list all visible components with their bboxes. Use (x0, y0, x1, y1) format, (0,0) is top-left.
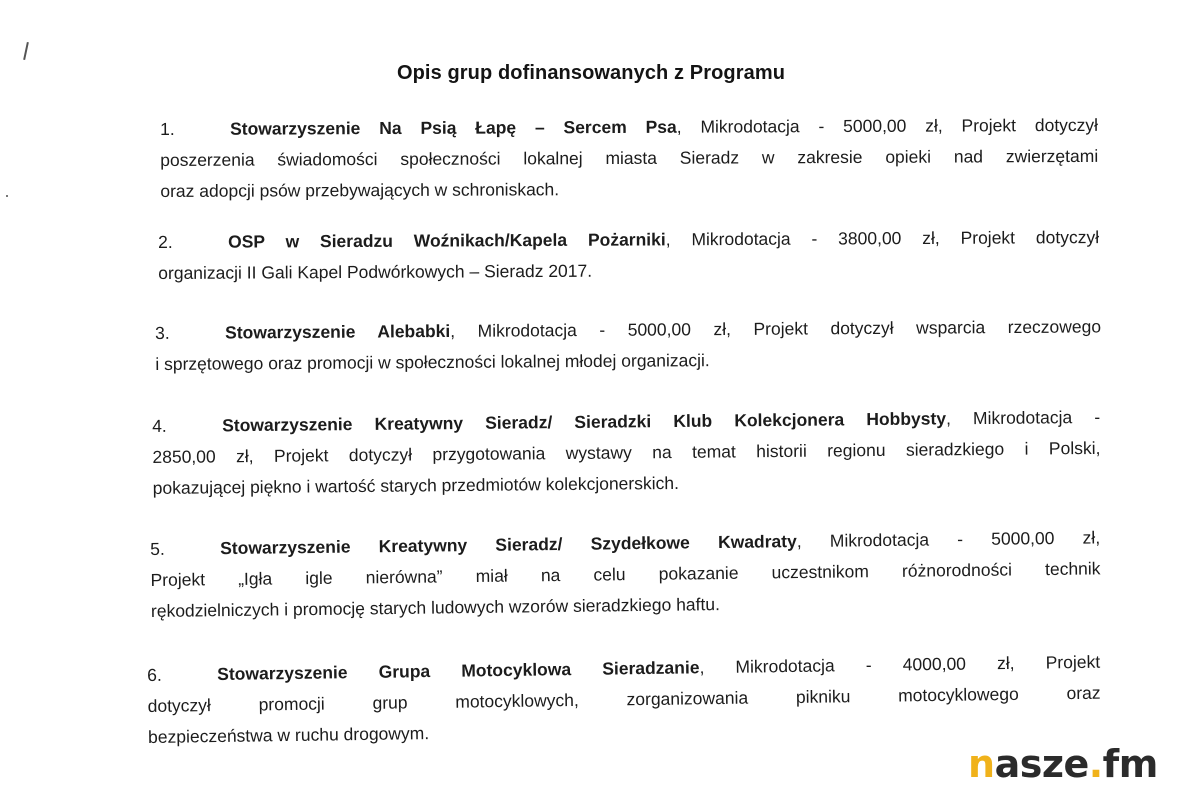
grant-details: , Mikrodotacja - 4000,00 zł, Projekt (699, 651, 1101, 678)
grant-details: , Mikrodotacja - 5000,00 zł, Projekt dotyczył wsparcia rzeczowego (450, 316, 1102, 341)
organization-name: OSP w Sieradzu Woźnikach/Kapela Pożarniki (228, 229, 666, 252)
grant-details: , Mikrodotacja - 3800,00 zł, Projekt dotyczył (665, 227, 1100, 250)
item-number: 2. (158, 231, 173, 252)
grant-details: , Mikrodotacja - 5000,00 zł, Projekt dotyczył (676, 114, 1099, 137)
grant-item-4 (152, 402, 1101, 504)
grant-item-3-line-1 (155, 311, 1101, 349)
grant-item-6 (147, 647, 1101, 753)
grant-item-6-line-2: dotyczył promocji grup motocyklowych, zorganizowania pikniku motocyklowego oraz (147, 682, 1101, 716)
grant-item-5 (150, 522, 1101, 627)
item-number: 3. (155, 322, 170, 343)
logo-text-asze: asze (994, 742, 1089, 786)
organization-name: Stowarzyszenie Na Psią Łapę – Sercem Psa (230, 116, 677, 139)
grant-item-6-line-3: bezpieczeństwa w ruchu drogowym. (147, 723, 430, 747)
item-number: 1. (160, 118, 175, 139)
grant-item-1 (160, 110, 1098, 207)
item-number: 4. (152, 415, 167, 436)
nasze-fm-logo (968, 738, 1158, 790)
organization-name: Stowarzyszenie Kreatywny Sieradz/ Szydełkowe Kwadraty (220, 531, 797, 559)
grant-item-4-line-2: 2850,00 zł, Projekt dotyczył przygotowania wystawy na temat historii regionu sieradzkiego i Polski, (152, 437, 1101, 467)
grant-item-3-line-2: i sprzętowego oraz promocji w społeczności lokalnej młodej organizacji. (155, 350, 710, 374)
grant-item-5-line-3: rękodzielniczych i promocję starych ludowych wzorów sieradzkiego haftu. (150, 594, 721, 621)
grant-details: , Mikrodotacja - 5000,00 zł, (796, 527, 1101, 552)
grant-item-2-line-2: organizacji II Gali Kapel Podwórkowych – Sieradz 2017. (158, 260, 593, 283)
grant-item-5-line-2: Projekt „Igła igle nierówna” miał na celu pokazanie uczestnikom różnorodności technik (150, 558, 1101, 590)
item-number: 6. (147, 664, 162, 685)
logo-dot: . (1088, 742, 1103, 786)
grant-item-3 (155, 311, 1101, 380)
grant-item-1-line-1 (160, 110, 1098, 145)
logo-text-fm: fm (1102, 742, 1158, 786)
organization-name: Stowarzyszenie Kreatywny Sieradz/ Sieradzki Klub Kolekcjonera Hobbysty (222, 408, 947, 436)
item-number: 5. (150, 538, 165, 559)
grant-details: , Mikrodotacja - (945, 406, 1101, 429)
document-title: Opis grup dofinansowanych z Programu (396, 62, 786, 84)
grant-item-1-line-2: poszerzenia świadomości społeczności lokalnej miasta Sieradz w zakresie opieki nad zwierzętami (160, 145, 1099, 170)
organization-name: Stowarzyszenie Grupa Motocyklowa Sieradzanie (217, 657, 700, 685)
logo-letter-n: n (968, 742, 995, 786)
organization-name: Stowarzyszenie Alebabki (225, 320, 451, 343)
grant-item-2 (158, 222, 1099, 289)
grant-item-1-line-3: oraz adopcji psów przebywających w schroniskach. (160, 179, 560, 201)
grant-item-4-line-3: pokazującej piękno i wartość starych przedmiotów kolekcjonerskich. (152, 472, 680, 498)
scan-artifact-mark (23, 42, 29, 60)
scan-artifact-dot (6, 195, 8, 197)
grant-item-2-line-1 (158, 222, 1099, 258)
